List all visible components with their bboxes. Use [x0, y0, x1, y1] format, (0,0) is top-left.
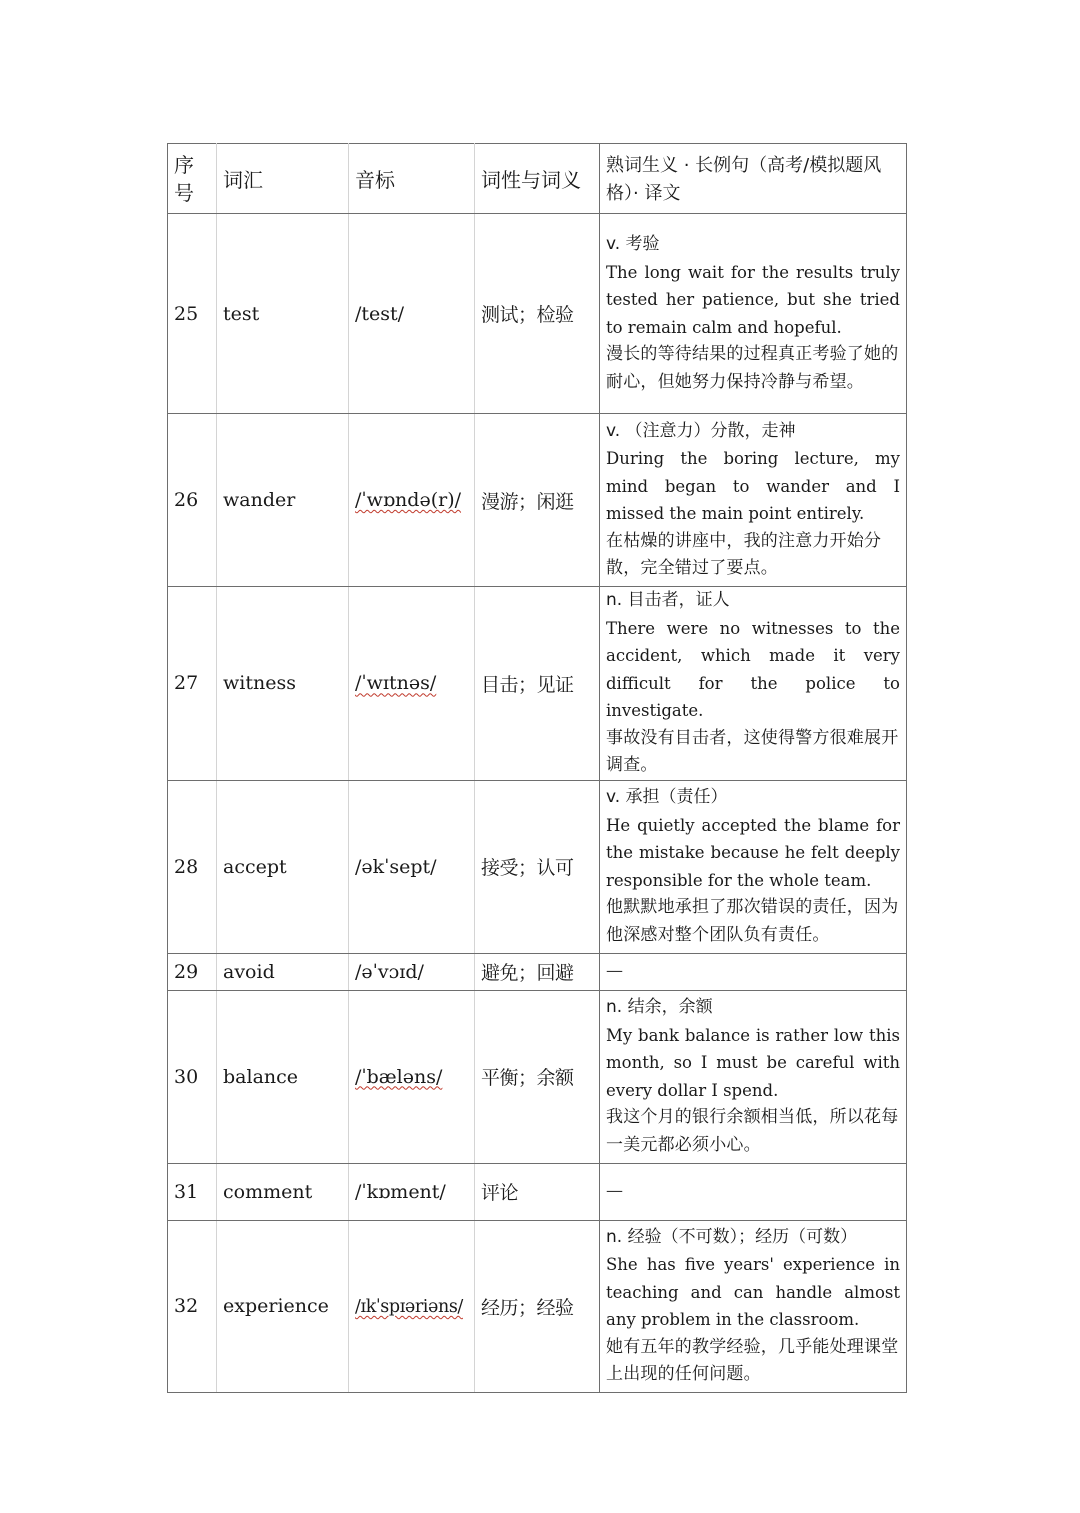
example-sentence: She has five years' experience in teaching and can handle almost any problem in the classroom. [606, 1255, 900, 1329]
example-empty-dash: — [606, 1181, 623, 1202]
table-header-row [168, 144, 907, 214]
row-example [600, 214, 907, 414]
header-meaning: 词性与词义 [475, 144, 600, 214]
phonetic-text: /ˈbæləns/ [355, 1065, 443, 1088]
example-translation: 她有五年的教学经验，几乎能处理课堂上出现的任何问题。 [606, 1336, 899, 1384]
example-sentence: The long wait for the results truly tested her patience, but she tried to remain calm and hopeful. [606, 262, 900, 337]
row-number: 30 [168, 990, 217, 1163]
header-word: 词汇 [217, 144, 349, 214]
example-sense: n. 结余，余额 [606, 997, 713, 1017]
row-word: accept [217, 780, 349, 953]
row-example [600, 1220, 907, 1392]
table-row [168, 1220, 907, 1392]
example-translation: 事故没有目击者，这使得警方很难展开调查。 [606, 727, 899, 775]
row-number: 31 [168, 1163, 217, 1220]
row-example [600, 1163, 907, 1220]
row-meaning: 评论 [475, 1163, 600, 1220]
example-sense: v. 承担（责任） [606, 787, 728, 807]
row-number: 25 [168, 214, 217, 414]
row-phonetic: /əkˈsept/ [349, 780, 475, 953]
example-translation: 在枯燥的讲座中，我的注意力开始分散，完全错过了要点。 [606, 530, 882, 578]
row-word: wander [217, 414, 349, 587]
row-phonetic [349, 990, 475, 1163]
table-row [168, 780, 907, 953]
example-sentence: There were no witnesses to the accident, which made it very difficult for the police to investigate. [606, 618, 900, 720]
row-phonetic [349, 587, 475, 781]
row-example [600, 414, 907, 587]
example-translation: 他默默地承担了那次错误的责任，因为他深感对整个团队负有责任。 [606, 897, 899, 945]
row-word: avoid [217, 953, 349, 990]
row-meaning: 避免；回避 [475, 953, 600, 990]
example-sentence: He quietly accepted the blame for the mistake because he felt deeply responsible for the whole team. [606, 815, 900, 890]
row-meaning: 平衡；余额 [475, 990, 600, 1163]
row-phonetic [349, 414, 475, 587]
example-sense: n. 目击者，证人 [606, 590, 730, 610]
row-word: experience [217, 1220, 349, 1392]
row-number: 29 [168, 953, 217, 990]
row-example [600, 587, 907, 781]
table-row [168, 953, 907, 990]
row-word: witness [217, 587, 349, 781]
row-phonetic: /ˈkɒment/ [349, 1163, 475, 1220]
phonetic-text: /ˈwɪtnəs/ [355, 672, 437, 695]
row-meaning: 接受；认可 [475, 780, 600, 953]
table-row [168, 1163, 907, 1220]
example-sentence: My bank balance is rather low this month, so I must be careful with every dollar I spend. [606, 1025, 900, 1100]
row-meaning: 测试；检验 [475, 214, 600, 414]
row-meaning: 漫游；闲逛 [475, 414, 600, 587]
phonetic-text: /ɪkˈspɪəriəns/ [355, 1297, 463, 1317]
row-example [600, 780, 907, 953]
row-word: comment [217, 1163, 349, 1220]
row-number: 28 [168, 780, 217, 953]
example-sense: v. （注意力）分散，走神 [606, 420, 796, 441]
row-word: test [217, 214, 349, 414]
example-sense: v. 考验 [606, 234, 660, 254]
row-word: balance [217, 990, 349, 1163]
example-sense: n. 经验（不可数）；经历（可数） [606, 1226, 858, 1247]
example-empty-dash: — [606, 961, 623, 982]
row-meaning: 目击；见证 [475, 587, 600, 781]
example-translation: 我这个月的银行余额相当低，所以花每一美元都必须小心。 [606, 1107, 899, 1155]
row-example [600, 990, 907, 1163]
header-example: 熟词生义 · 长例句（高考/模拟题风格）· 译文 [600, 144, 907, 214]
row-phonetic: /əˈvɔɪd/ [349, 953, 475, 990]
header-phonetic: 音标 [349, 144, 475, 214]
header-number: 序号 [168, 144, 217, 214]
table-row [168, 990, 907, 1163]
row-phonetic: /test/ [349, 214, 475, 414]
table-row [168, 414, 907, 587]
table-row [168, 587, 907, 781]
table-row [168, 214, 907, 414]
example-sentence: During the boring lecture, my mind began to wander and I missed the main point entirely. [606, 449, 900, 523]
row-phonetic [349, 1220, 475, 1392]
example-translation: 漫长的等待结果的过程真正考验了她的耐心，但她努力保持冷静与希望。 [606, 344, 899, 392]
row-number: 26 [168, 414, 217, 587]
row-number: 27 [168, 587, 217, 781]
row-example [600, 953, 907, 990]
row-number: 32 [168, 1220, 217, 1392]
vocabulary-table [167, 143, 907, 1393]
row-meaning: 经历；经验 [475, 1220, 600, 1392]
phonetic-text: /ˈwɒndə(r)/ [355, 489, 462, 511]
